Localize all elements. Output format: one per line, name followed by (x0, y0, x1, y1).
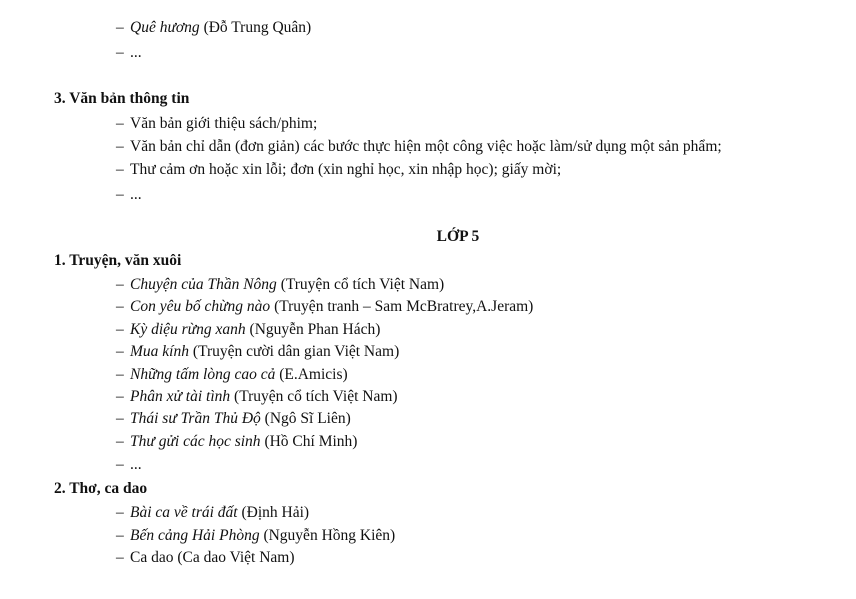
list-item (116, 276, 444, 294)
dash-bullet: – (116, 44, 124, 61)
item-text: Văn bản chỉ dẫn (đơn giản) các bước thực hiện một công việc hoặc làm/sử dụng một sản phẩm; (130, 138, 722, 155)
dash-bullet: – (116, 366, 124, 383)
section-heading-info: 3. Văn bản thông tin (54, 90, 190, 107)
section-heading-prose: 1. Truyện, văn xuôi (54, 252, 182, 269)
ellipsis: ... (130, 44, 142, 61)
list-item (116, 161, 561, 179)
work-author: (Ngô Sĩ Liên) (260, 410, 351, 427)
work-title: Những tấm lòng cao cả (130, 366, 276, 383)
item-text: Thư cảm ơn hoặc xin lỗi; đơn (xin nghỉ học, xin nhập học); giấy mời; (130, 161, 562, 178)
dash-bullet: – (116, 321, 124, 338)
dash-bullet: – (116, 19, 124, 36)
list-item (116, 549, 295, 567)
list-item (116, 321, 380, 339)
list-item (116, 527, 395, 545)
work-title: Chuyện của Thần Nông (130, 276, 277, 293)
dash-bullet: – (116, 410, 124, 427)
work-author: (Truyện cười dân gian Việt Nam) (188, 343, 400, 360)
work-author: (Truyện cổ tích Việt Nam) (230, 388, 398, 405)
work-author: (E.Amicis) (275, 366, 348, 383)
dash-bullet: – (116, 276, 124, 293)
work-author: (Nguyễn Hồng Kiên) (259, 527, 396, 544)
grade-title: LỚP 5 (436, 228, 480, 245)
list-item (116, 388, 398, 406)
list-item (116, 298, 533, 316)
work-title: Thái sư Trần Thủ Độ (130, 410, 261, 427)
dash-bullet: – (116, 527, 124, 544)
work-author: (Truyện cổ tích Việt Nam) (276, 276, 445, 293)
work-title: Thư gửi các học sinh (130, 433, 261, 450)
item-text: Văn bản giới thiệu sách/phim; (130, 115, 318, 132)
dash-bullet: – (116, 298, 124, 315)
dash-bullet: – (116, 549, 124, 566)
work-author: (Đỗ Trung Quân) (199, 19, 312, 36)
list-item (116, 366, 348, 384)
work-title: Mua kính (130, 343, 189, 360)
work-author: (Nguyễn Phan Hách) (245, 321, 381, 338)
list-item (116, 456, 142, 474)
dash-bullet: – (116, 504, 124, 521)
list-item (116, 410, 351, 428)
work-title: Con yêu bố chừng nào (130, 298, 271, 315)
list-item (116, 44, 142, 62)
dash-bullet: – (116, 388, 124, 405)
list-item (116, 343, 399, 361)
work-title: Kỳ diệu rừng xanh (130, 321, 246, 338)
dash-bullet: – (116, 138, 124, 155)
dash-bullet: – (116, 186, 124, 203)
work-author: (Định Hải) (237, 504, 310, 521)
list-item (116, 19, 311, 37)
list-item (116, 186, 142, 204)
list-item (116, 138, 722, 156)
work-title: Quê hương (130, 19, 200, 36)
dash-bullet: – (116, 161, 124, 178)
work-title: Bài ca về trái đất (130, 504, 238, 521)
ellipsis: ... (130, 456, 142, 473)
work-title: Phân xử tài tình (130, 388, 231, 405)
work-title: Bến cảng Hải Phòng (130, 527, 260, 544)
section-heading-poetry: 2. Thơ, ca dao (54, 480, 148, 497)
dash-bullet: – (116, 115, 124, 132)
dash-bullet: – (116, 343, 124, 360)
dash-bullet: – (116, 456, 124, 473)
dash-bullet: – (116, 433, 124, 450)
ellipsis: ... (130, 186, 142, 203)
item-text: Ca dao (Ca dao Việt Nam) (130, 549, 295, 566)
work-author: (Hồ Chí Minh) (260, 433, 358, 450)
list-item (116, 115, 317, 133)
list-item (116, 504, 309, 522)
work-author: (Truyện tranh – Sam McBratrey,A.Jeram) (270, 298, 534, 315)
list-item (116, 433, 357, 451)
